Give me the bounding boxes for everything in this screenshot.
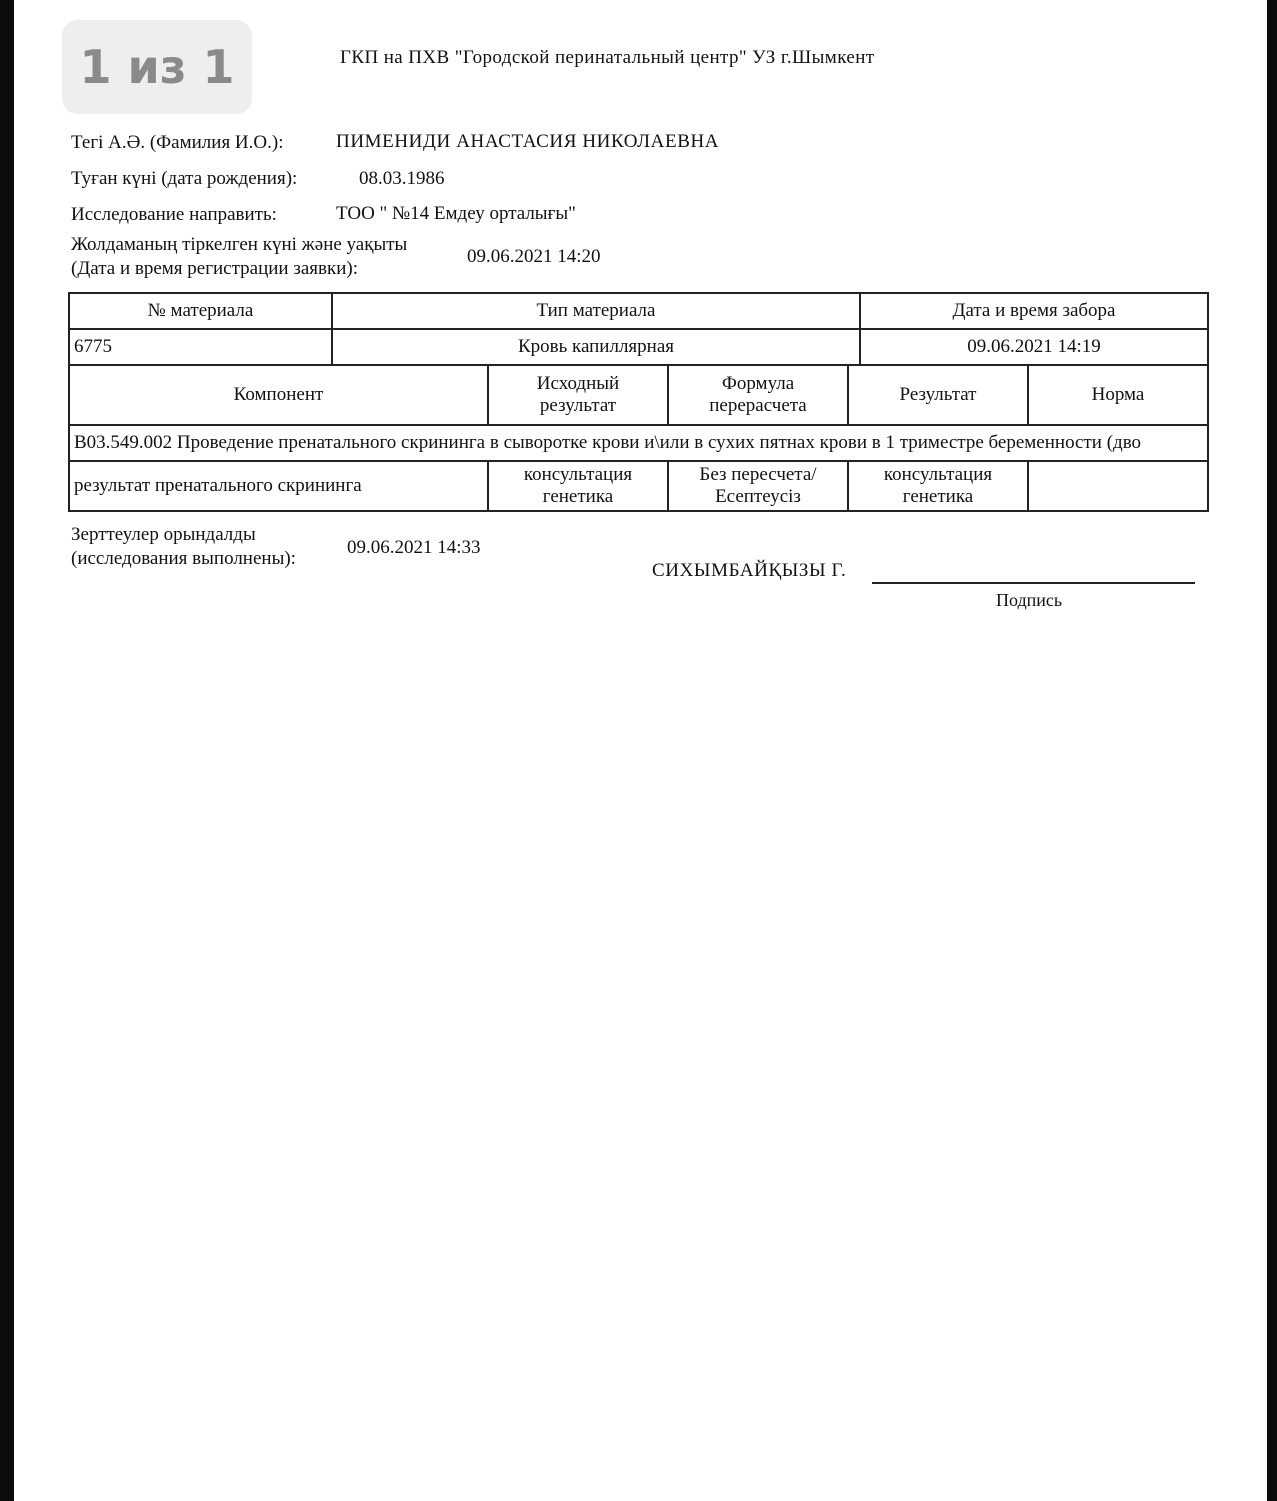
section-title: B03.549.002 Проведение пренатального скрининга в сыворотке крови и\или в сухих пятнах крови в 1 триместре беременности (дво bbox=[69, 425, 1208, 461]
result-line1: консультация bbox=[883, 464, 993, 485]
material-number-cell: 6775 bbox=[69, 329, 332, 365]
destination-label: Исследование направить: bbox=[71, 204, 277, 225]
formula-line2: Есептеусіз bbox=[715, 486, 801, 507]
component-cell: результат пренатального скрининга bbox=[69, 461, 488, 511]
birth-date-label: Туған күні (дата рождения): bbox=[71, 168, 298, 189]
formula-header bbox=[668, 365, 848, 425]
results-header-row bbox=[69, 365, 1208, 425]
signature-caption: Подпись bbox=[996, 590, 1063, 610]
material-table bbox=[68, 292, 1209, 366]
material-type-header: Тип материала bbox=[332, 293, 860, 329]
organization-header: ГКП на ПХВ "Городской перинатальный центр" УЗ г.Шымкент bbox=[340, 47, 875, 68]
registration-value: 09.06.2021 14:20 bbox=[467, 246, 601, 267]
result-row bbox=[69, 461, 1208, 511]
completed-label-line2: (исследования выполнены): bbox=[71, 548, 296, 569]
birth-date-value: 08.03.1986 bbox=[359, 168, 445, 189]
formula-header-line2: перерасчета bbox=[709, 395, 807, 416]
patient-name-label: Тегі А.Ә. (Фамилия И.О.): bbox=[71, 132, 284, 153]
completed-value: 09.06.2021 14:33 bbox=[347, 537, 481, 558]
patient-name-value: ПИМЕНИДИ АНАСТАСИЯ НИКОЛАЕВНА bbox=[336, 131, 720, 152]
results-table bbox=[68, 364, 1209, 512]
material-type-cell: Кровь капиллярная bbox=[332, 329, 860, 365]
page-indicator: 1 из 1 bbox=[62, 20, 252, 114]
formula-cell bbox=[668, 461, 848, 511]
material-number-header: № материала bbox=[69, 293, 332, 329]
material-row bbox=[69, 329, 1208, 365]
signature-line bbox=[872, 582, 1195, 584]
right-screen-edge bbox=[1267, 0, 1277, 1501]
norm-cell bbox=[1028, 461, 1208, 511]
formula-line1: Без пересчета/ bbox=[699, 464, 817, 485]
registration-label-line1: Жолдаманың тіркелген күні және уақыты bbox=[71, 234, 408, 255]
raw-result-header bbox=[488, 365, 668, 425]
destination-value: ТОО " №14 Емдеу орталығы" bbox=[336, 203, 576, 224]
collection-datetime-header: Дата и время забора bbox=[860, 293, 1208, 329]
result-line2: генетика bbox=[902, 486, 974, 507]
completed-label-line1: Зерттеулер орындалды bbox=[71, 524, 256, 545]
signer-name: СИХЫМБАЙҚЫЗЫ Г. bbox=[652, 560, 847, 581]
result-cell bbox=[848, 461, 1028, 511]
raw-result-line2: генетика bbox=[542, 486, 614, 507]
registration-label-line2: (Дата и время регистрации заявки): bbox=[71, 258, 358, 279]
collection-datetime-cell: 09.06.2021 14:19 bbox=[860, 329, 1208, 365]
material-header-row bbox=[69, 293, 1208, 329]
norm-header: Норма bbox=[1028, 365, 1208, 425]
left-screen-edge bbox=[0, 0, 14, 1501]
raw-result-line1: консультация bbox=[523, 464, 633, 485]
section-row bbox=[69, 425, 1208, 461]
raw-result-cell bbox=[488, 461, 668, 511]
result-header: Результат bbox=[848, 365, 1028, 425]
formula-header-line1: Формула bbox=[721, 373, 795, 394]
raw-result-header-line1: Исходный bbox=[536, 373, 620, 394]
raw-result-header-line2: результат bbox=[539, 395, 617, 416]
component-header: Компонент bbox=[69, 365, 488, 425]
